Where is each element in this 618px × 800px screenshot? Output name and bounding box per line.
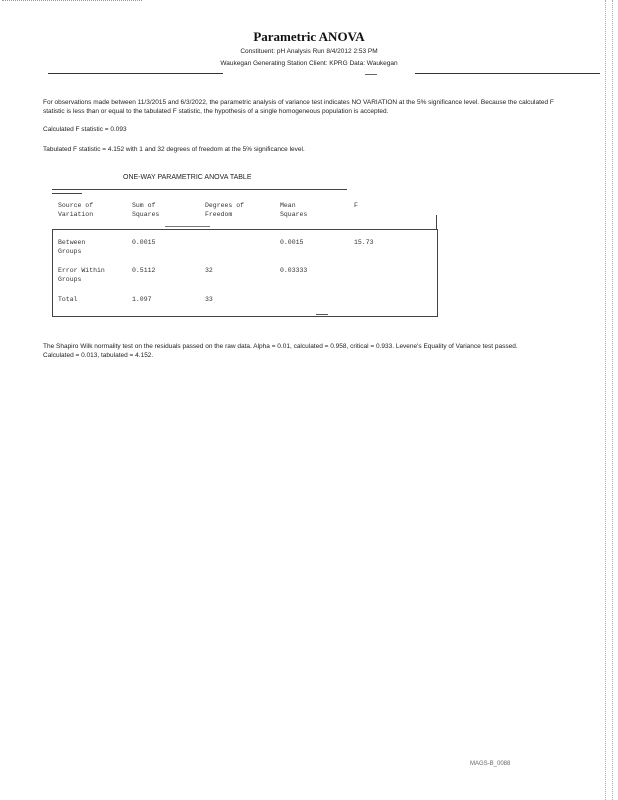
anova-table-body-box xyxy=(52,229,438,317)
table-top-rule xyxy=(52,189,347,190)
table-row-between-source: Between Groups xyxy=(58,239,86,255)
intro-paragraph: For observations made between 11/3/2015 and 6/3/2022, the parametric analysis of variance test indicates NO VARIATION at the 5% significance level. Because the calculated F statistic is less than or equal to the tabulated F statistic, the hypothesis of a single homogeneous population is accepted. xyxy=(43,99,554,115)
calculated-f-statistic: Calculated F statistic = 0.093 xyxy=(43,126,127,133)
analysis-info-line: Constituent: pH Analysis Run 8/4/2012 2:53 PM xyxy=(240,48,378,55)
table-row-between-ss: 0.0015 xyxy=(132,239,156,246)
header-rule-right xyxy=(415,73,600,74)
header-mean-squares: Mean Squares xyxy=(280,202,308,218)
normality-test-paragraph: The Shapiro Wilk normality test on the residuals passed on the raw data. Alpha = 0.01, calculated = 0.958, critical = 0.933. Levene's Equality of Variance test passed. Calculated = 0.013, tabulated = 4.152. xyxy=(43,343,518,359)
table-bottom-mark xyxy=(316,314,328,315)
table-row-total-df: 33 xyxy=(205,296,213,303)
table-row-total-ss: 1.097 xyxy=(132,296,152,303)
header-rule-left xyxy=(48,73,223,74)
table-row-error-source: Error Within Groups xyxy=(58,267,105,283)
scan-artifact-top xyxy=(2,0,142,5)
scan-artifact-right-edge-2 xyxy=(612,0,614,800)
table-top-rule-short xyxy=(52,193,82,194)
tabulated-f-statistic: Tabulated F statistic = 4.152 with 1 and 32 degrees of freedom at the 5% significance level. xyxy=(43,146,305,153)
header-right-border xyxy=(436,215,437,229)
header-sum-of-squares: Sum of Squares xyxy=(132,202,160,218)
page-title: Parametric ANOVA xyxy=(253,29,365,44)
table-row-error-ss: 0.5112 xyxy=(132,267,156,274)
site-info-line: Waukegan Generating Station Client: KPRG Data: Waukegan xyxy=(220,60,398,67)
header-f: F xyxy=(354,202,358,209)
header-underline xyxy=(165,226,210,227)
table-row-error-df: 32 xyxy=(205,267,213,274)
table-row-error-ms: 0.03333 xyxy=(280,267,308,274)
scan-artifact-right-edge xyxy=(605,0,607,800)
table-row-between-ms: 0.0015 xyxy=(280,239,304,246)
table-row-between-f: 15.73 xyxy=(354,239,374,246)
header-source-of-variation: Source of Variation xyxy=(58,202,94,218)
header-degrees-of-freedom: Degrees of Freedom xyxy=(205,202,245,218)
anova-table-title: ONE-WAY PARAMETRIC ANOVA TABLE xyxy=(123,174,252,181)
document-id-stamp: MAGS-B_0088 xyxy=(470,761,511,767)
header-rule-mid xyxy=(365,74,377,75)
table-row-total-source: Total xyxy=(58,296,78,303)
